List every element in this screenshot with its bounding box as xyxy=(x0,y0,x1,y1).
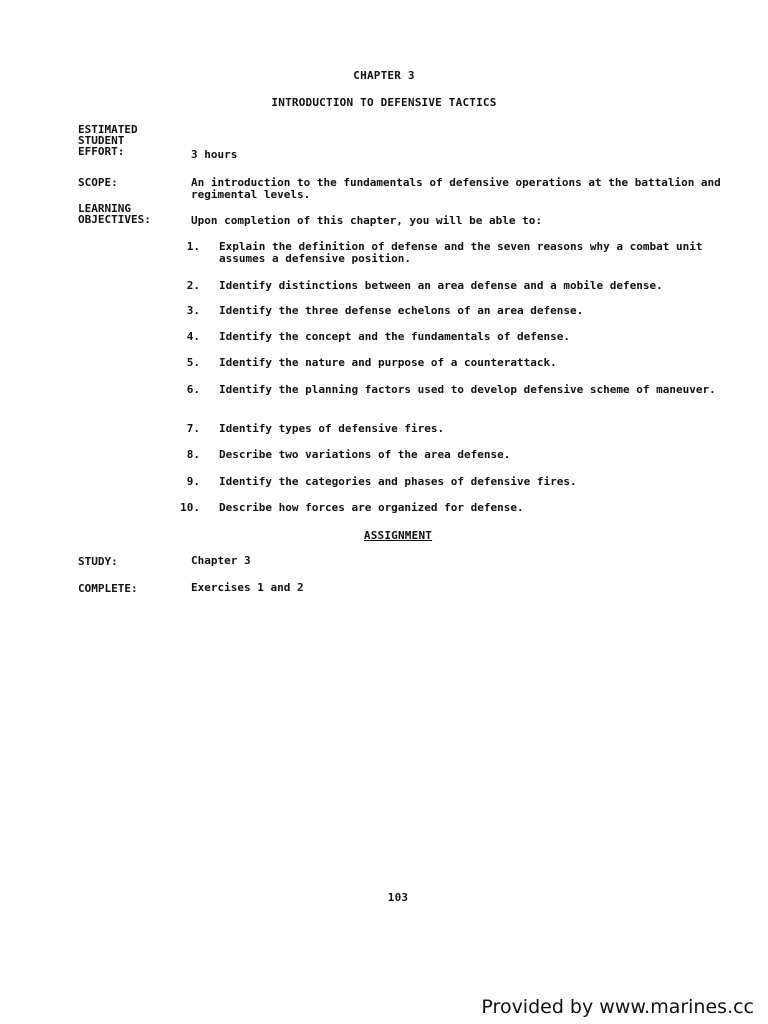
effort-value: 3 hours xyxy=(191,148,238,161)
effort-label: ESTIMATED STUDENT EFFORT: xyxy=(78,123,138,158)
objective-number: 9. xyxy=(186,475,200,488)
chapter-title: INTRODUCTION TO DEFENSIVE TACTICS xyxy=(271,96,497,109)
objective-text: Describe two variations of the area defense. xyxy=(219,448,511,461)
objective-number: 5. xyxy=(186,356,200,369)
objective-number: 3. xyxy=(186,304,200,317)
scope-value: An introduction to the fundamentals of defensive operations at the battalion and regimental levels. xyxy=(191,176,721,201)
objectives-intro: Upon completion of this chapter, you will be able to: xyxy=(191,214,542,227)
objective-text: Describe how forces are organized for defense. xyxy=(219,501,524,514)
objective-text: Identify the three defense echelons of an area defense. xyxy=(219,304,584,317)
assignment-heading: ASSIGNMENT xyxy=(363,529,433,542)
objective-text: Explain the definition of defense and the seven reasons why a combat unit assumes a defensive position. xyxy=(219,240,703,265)
objective-text: Identify distinctions between an area defense and a mobile defense. xyxy=(219,279,663,292)
complete-value: Exercises 1 and 2 xyxy=(191,581,304,594)
scope-label: SCOPE: xyxy=(78,176,118,189)
objective-number: 6. xyxy=(186,383,200,396)
objective-text: Identify the planning factors used to develop defensive scheme of maneuver. xyxy=(219,383,716,396)
page-number: 103 xyxy=(387,891,409,904)
objective-number: 7. xyxy=(186,422,200,435)
chapter-number: CHAPTER 3 xyxy=(353,69,415,82)
objective-number: 4. xyxy=(186,330,200,343)
objective-number: 10. xyxy=(180,501,200,514)
objective-text: Identify the categories and phases of defensive fires. xyxy=(219,475,577,488)
objective-number: 8. xyxy=(186,448,200,461)
objectives-label: LEARNING OBJECTIVES: xyxy=(78,202,151,226)
objective-number: 1. xyxy=(186,240,200,253)
complete-label: COMPLETE: xyxy=(78,582,138,595)
objective-number: 2. xyxy=(186,279,200,292)
objective-text: Identify types of defensive fires. xyxy=(219,422,445,435)
study-label: STUDY: xyxy=(78,555,118,568)
provider-footer: Provided by www.marines.cc xyxy=(481,996,754,1018)
study-value: Chapter 3 xyxy=(191,554,251,567)
objective-text: Identify the nature and purpose of a counterattack. xyxy=(219,356,557,369)
objective-text: Identify the concept and the fundamentals of defense. xyxy=(219,330,570,343)
